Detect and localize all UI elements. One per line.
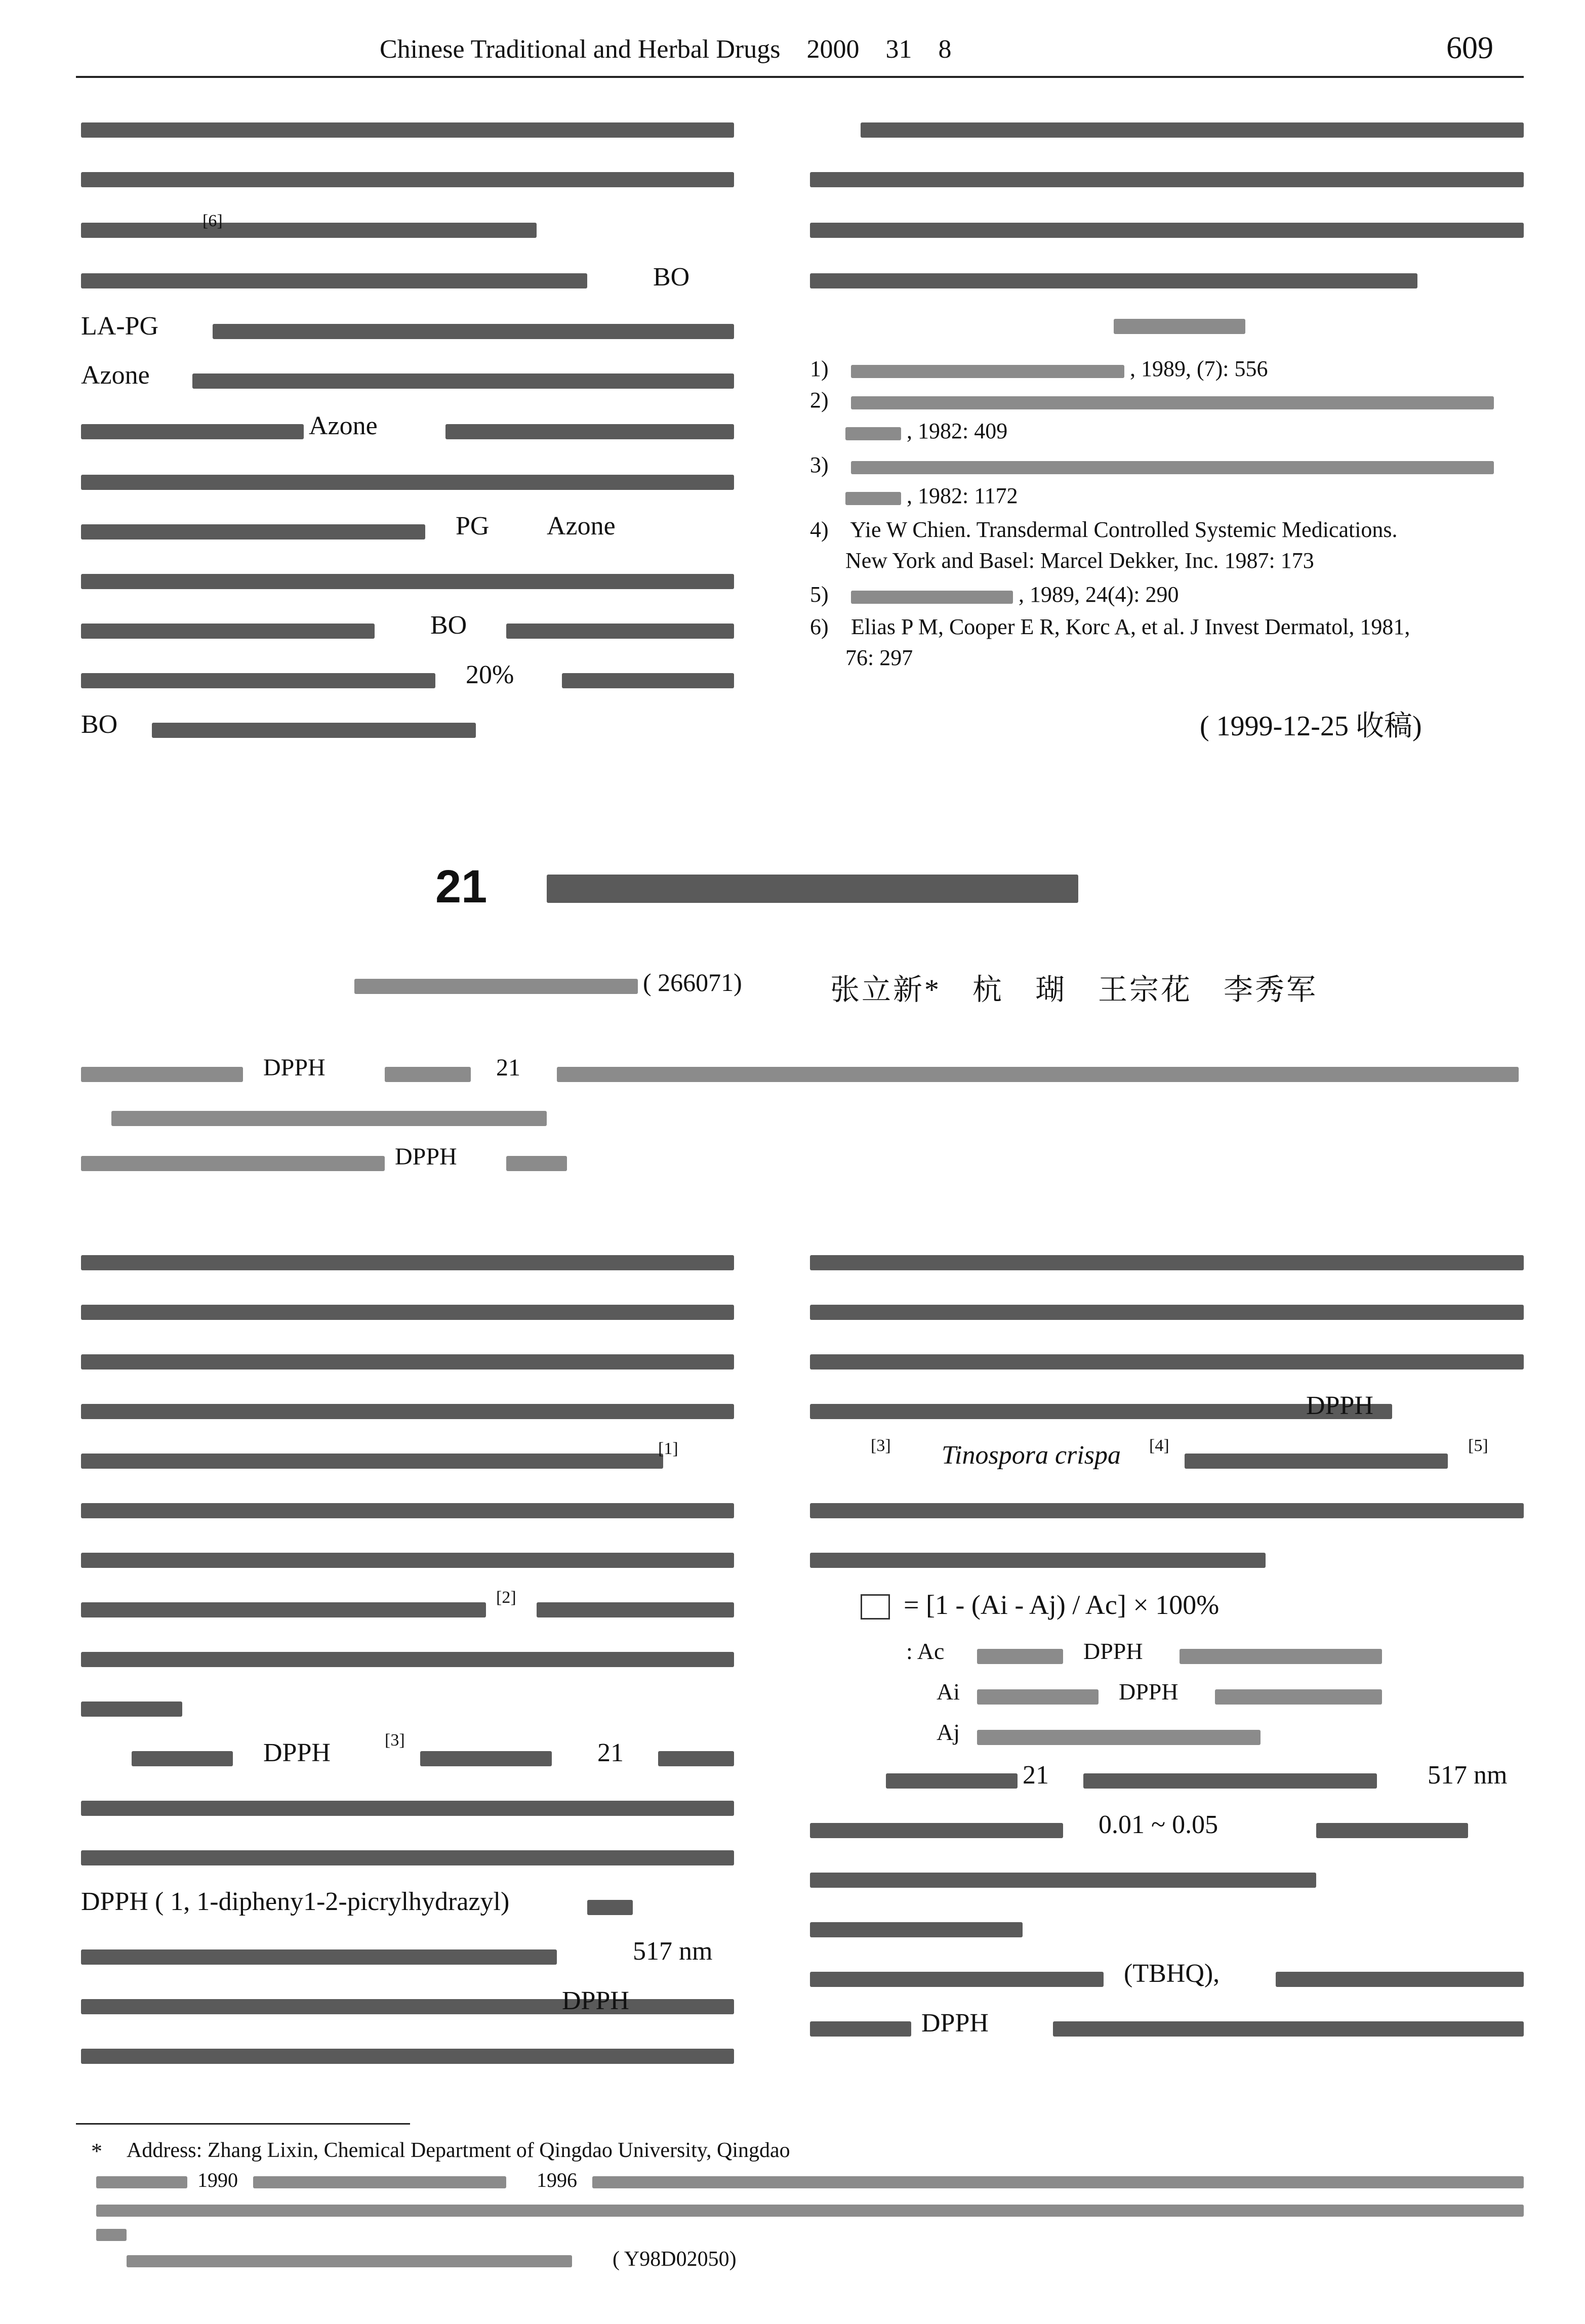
body-dpph-d: DPPH [921,2009,989,2038]
body-21-b: 21 [1023,1761,1049,1790]
body-517nm-b: 517 nm [1428,1761,1508,1790]
term-percent: 20% [466,660,514,689]
formula-ac: : Ac [906,1638,945,1664]
body-dpph-a: DPPH [263,1738,331,1767]
footnote-rule [76,2123,410,2125]
header-year: 2000 [806,35,860,64]
term-bo-2: BO [430,611,467,640]
formula-ai: Ai [937,1679,960,1705]
inhibition-formula: = [1 - (Ai - Aj) / Ac] × 100% [904,1590,1220,1620]
reference-4-cont: New York and Basel: Marcel Dekker, Inc. 1987: 173 [845,548,1314,573]
page-number: 609 [1446,31,1493,65]
footnote-year-2: 1996 [537,2169,577,2191]
reference-5: 5) , 1989, 24(4): 290 [810,582,1179,607]
postcode: ( 266071) [643,968,742,997]
reference-1: 1) , 1989, (7): 556 [810,356,1268,381]
body-dpph-full: DPPH ( 1, 1-dipheny1-2-picrylhydrazyl) [81,1887,510,1916]
reference-6-cont: 76: 297 [845,645,913,670]
reference-2: 2) [810,386,1494,415]
body-tbhq: (TBHQ), [1124,1959,1220,1988]
body-dpph-b: DPPH [562,1986,629,2015]
footnote-year-1: 1990 [197,2169,238,2191]
term-pg: PG [456,512,490,541]
ref-marker-6: [6] [202,212,223,230]
term-bo-3: BO [81,710,118,739]
journal-header-line [380,34,951,64]
article-title [547,869,1078,905]
ref-marker-2: [2] [496,1588,516,1607]
header-issue: 8 [938,35,952,64]
term-azone-3: Azone [547,512,616,541]
reference-2-cont: , 1982: 409 [845,418,1007,444]
formula-ac-dpph: DPPH [1083,1638,1143,1664]
ref-marker-3b: [3] [871,1436,891,1455]
header-volume: 31 [885,35,912,64]
ref-marker-3: [3] [385,1731,405,1750]
running-header [76,30,1524,79]
body-dpph-c: DPPH [1306,1391,1373,1420]
author-list: 张立新* 杭 瑚 王宗花 李秀军 [830,973,1318,1006]
footnote-marker: * [91,2139,102,2164]
body-21-a: 21 [597,1738,624,1767]
affiliation-text [354,977,638,997]
body-517nm-a: 517 nm [633,1937,713,1966]
reference-3-cont: , 1982: 1172 [845,483,1018,509]
reference-4: 4) Yie W Chien. Transdermal Controlled Systemic Medications. [810,517,1398,542]
formula-aj: Aj [937,1719,960,1745]
header-rule [76,76,1524,78]
term-bo-1: BO [653,263,690,292]
abstract-dpph: DPPH [263,1054,326,1081]
formula-ai-dpph: DPPH [1119,1679,1178,1705]
abstract-21: 21 [496,1054,520,1081]
abstract-dpph-2: DPPH [395,1143,457,1170]
term-azone-1: Azone [81,361,150,390]
article-title-number: 21 [435,861,487,912]
ref-marker-1: [1] [658,1439,678,1458]
term-azone-2: Azone [309,411,378,440]
species-name: Tinospora crispa [942,1441,1121,1470]
reference-3: 3) [810,450,1494,480]
journal-name: Chinese Traditional and Herbal Drugs [380,35,781,64]
pdf-marker-box [861,1594,890,1620]
footnote-project-code: ( Y98D02050) [613,2248,737,2271]
footnote-address: Address: Zhang Lixin, Chemical Department of Qingdao University, Qingdao [127,2139,790,2162]
ref-marker-4: [4] [1149,1436,1169,1455]
reference-6: 6) Elias P M, Cooper E R, Korc A, et al. J Invest Dermatol, 1981, [810,614,1410,639]
body-range: 0.01 ~ 0.05 [1099,1810,1218,1839]
received-date: ( 1999-12-25 收稿) [1200,711,1422,742]
ref-marker-5: [5] [1468,1436,1488,1455]
term-la-pg: LA-PG [81,312,159,341]
